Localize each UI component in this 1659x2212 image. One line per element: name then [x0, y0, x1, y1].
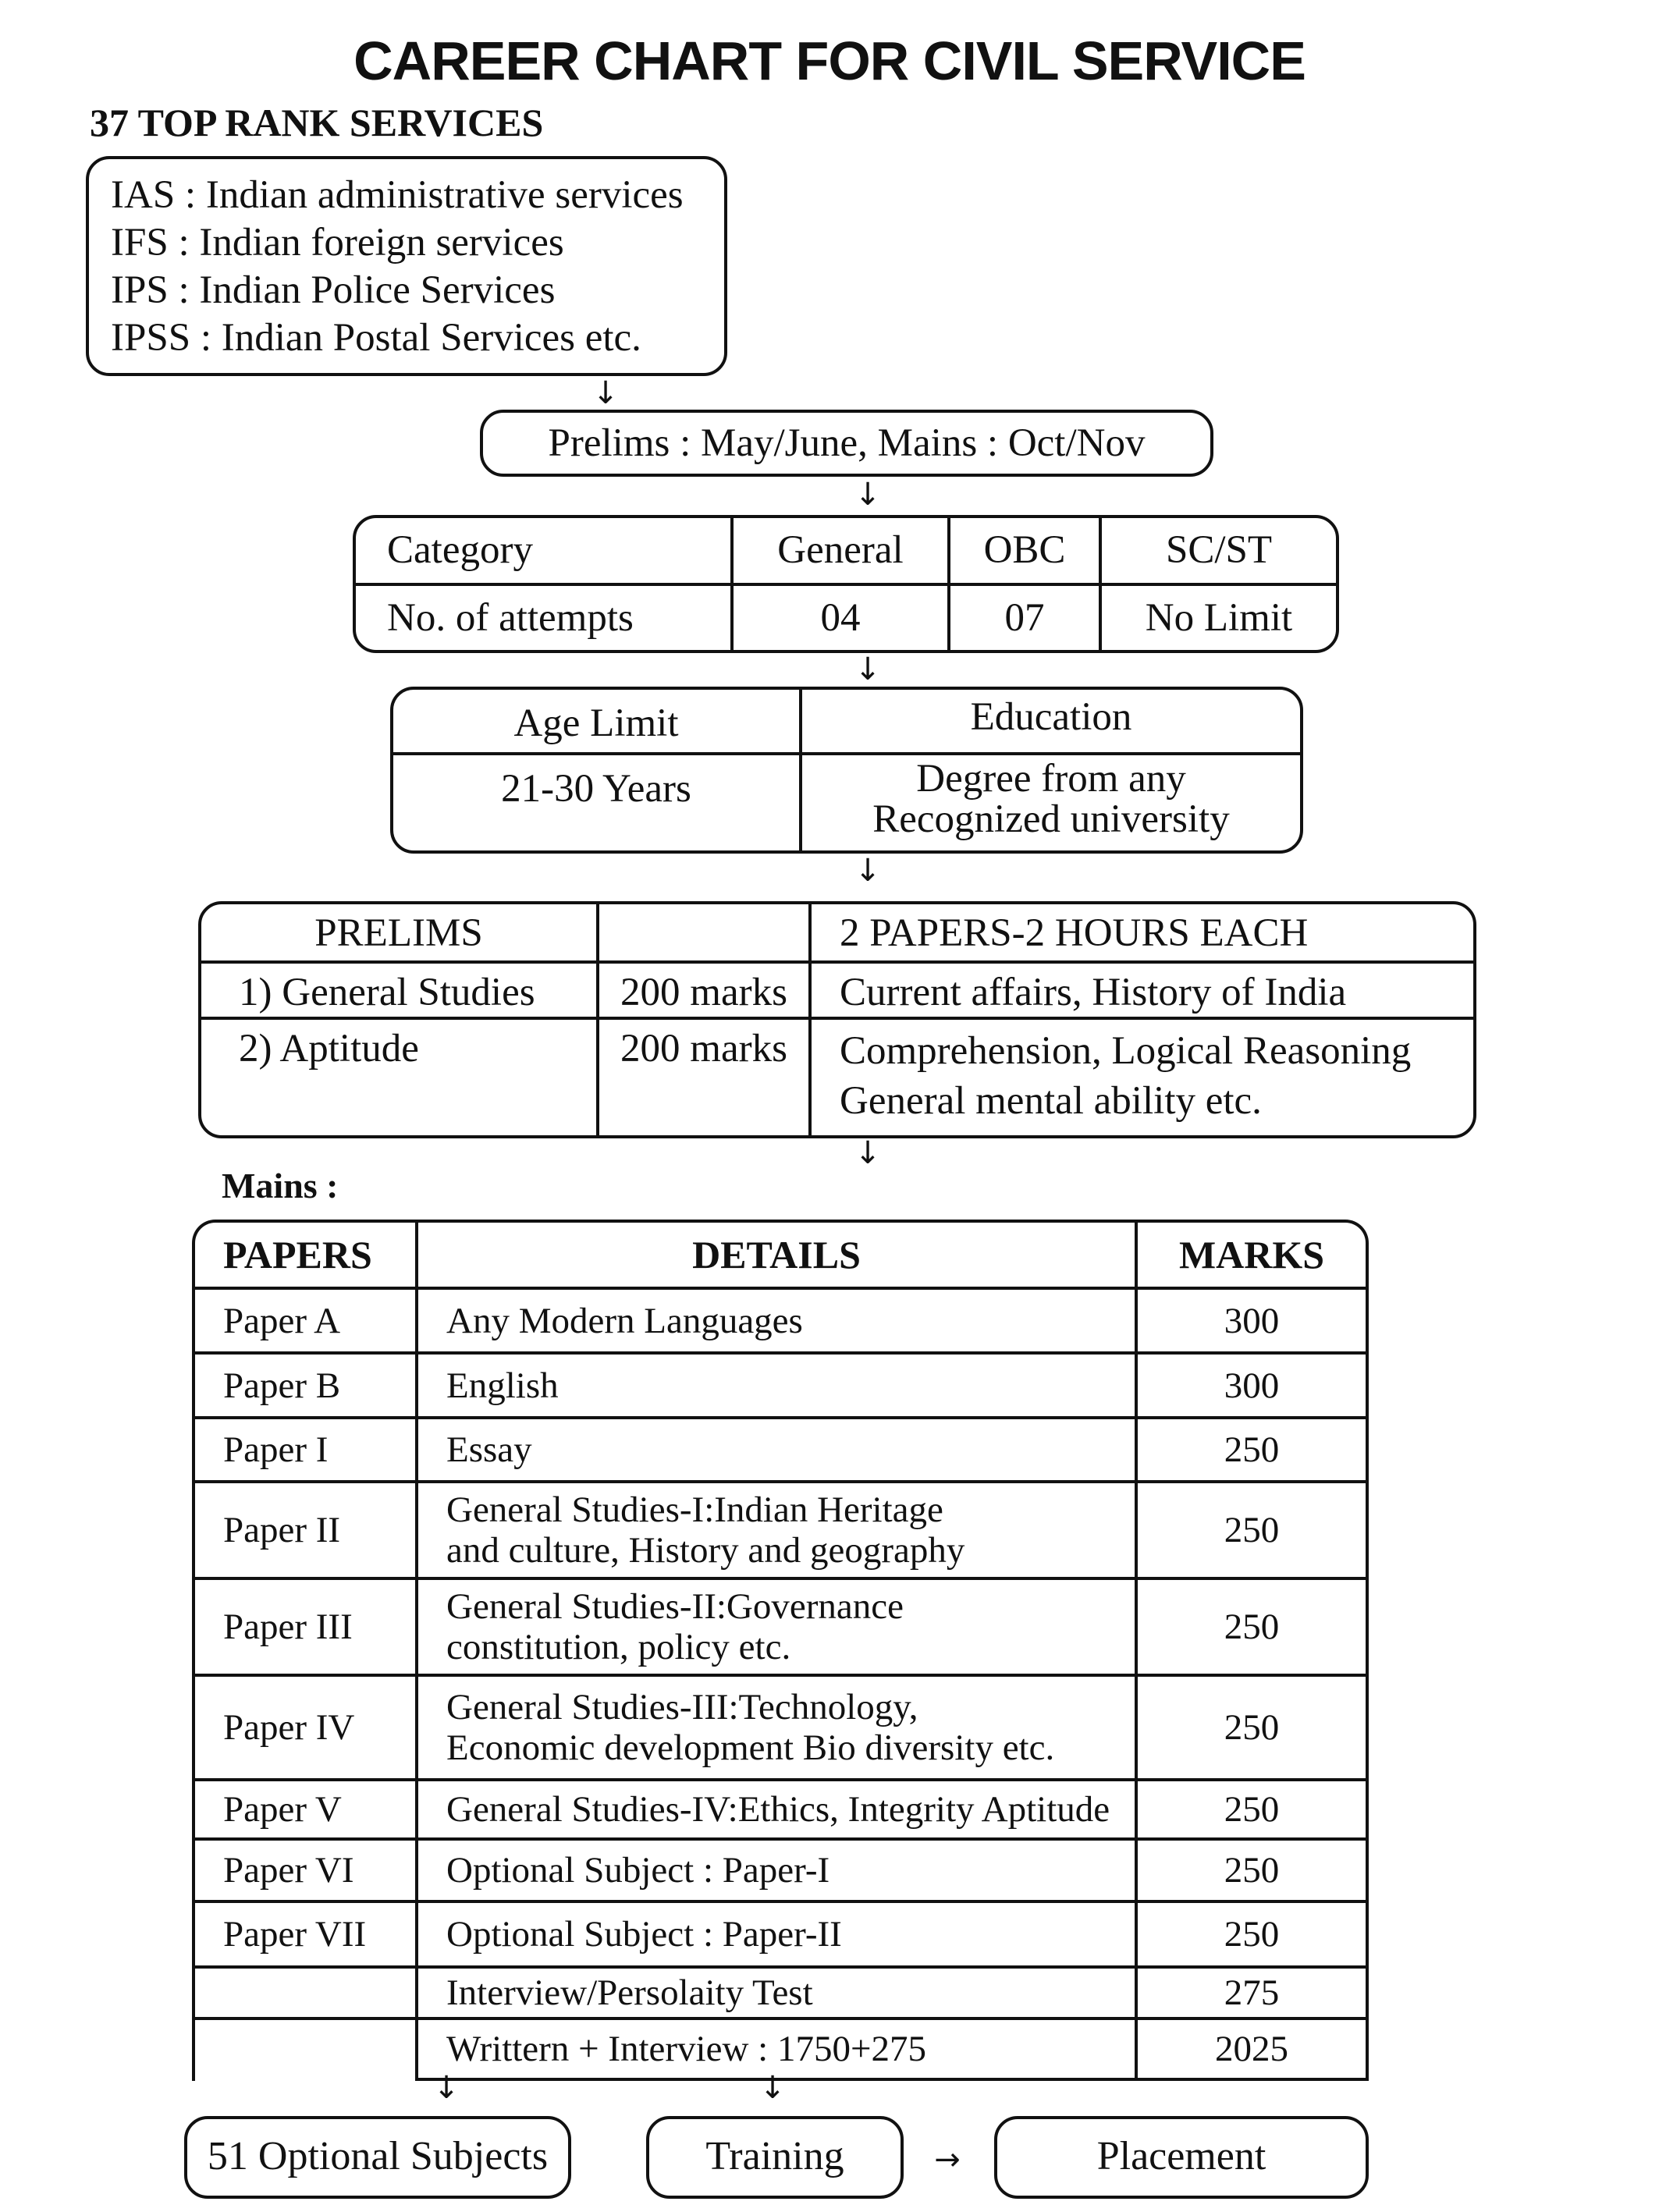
- service-item: IPSS : Indian Postal Services etc.: [111, 316, 641, 360]
- prelims-table: [198, 901, 1476, 1138]
- mains-details-line: General Studies-II:Governance: [446, 1586, 904, 1627]
- mains-total-details: Writtern + Interview : 1750+275: [417, 2018, 1136, 2079]
- services-heading: 37 TOP RANK SERVICES: [90, 101, 544, 144]
- mains-paper: Paper I: [195, 1418, 417, 1482]
- mains-paper: Paper III: [195, 1578, 417, 1675]
- mains-paper: Paper VI: [195, 1839, 417, 1901]
- mains-details-line: General Studies-III:Technology,: [446, 1687, 918, 1727]
- mains-marks: 250: [1136, 1482, 1366, 1578]
- mains-details: [417, 1578, 1136, 1675]
- service-item: IFS : Indian foreign services: [111, 221, 564, 265]
- placement-label: Placement: [1096, 2134, 1266, 2178]
- mains-paper: Paper IV: [195, 1675, 417, 1780]
- mains-details: Optional Subject : Paper-II: [417, 1901, 1136, 1967]
- mains-paper: [195, 1967, 417, 2018]
- mains-details: [417, 1482, 1136, 1578]
- training-label: Training: [705, 2134, 844, 2178]
- age-limit-value: 21-30 Years: [393, 754, 801, 850]
- prelims-topics: Current affairs, History of India: [810, 962, 1473, 1018]
- mains-marks: 300: [1136, 1288, 1366, 1353]
- mains-paper: Paper B: [195, 1353, 417, 1418]
- down-arrow-icon: ↓: [433, 2070, 460, 2106]
- training-box: [646, 2116, 904, 2199]
- exam-schedule-box: [480, 410, 1213, 477]
- attempts-value: 04: [732, 584, 949, 651]
- service-item: IPS : Indian Police Services: [111, 268, 556, 312]
- attempts-table: [353, 515, 1339, 653]
- prelims-topics-line: Comprehension, Logical Reasoning: [840, 1029, 1412, 1073]
- mains-marks: 250: [1136, 1578, 1366, 1675]
- mains-details: Any Modern Languages: [417, 1288, 1136, 1353]
- right-arrow-icon: →: [934, 2142, 961, 2178]
- prelims-marks: 200 marks: [598, 1018, 810, 1135]
- education-value-line: Degree from any: [916, 757, 1186, 801]
- down-arrow-icon: ↓: [854, 1135, 881, 1171]
- down-arrow-icon: ↓: [854, 477, 881, 513]
- mains-details: English: [417, 1353, 1136, 1418]
- mains-paper: Paper VII: [195, 1901, 417, 1967]
- mains-marks: 250: [1136, 1418, 1366, 1482]
- education-value-line: Recognized university: [872, 797, 1230, 841]
- down-arrow-icon: ↓: [854, 853, 881, 889]
- mains-marks: 250: [1136, 1901, 1366, 1967]
- mains-label: Mains :: [222, 1166, 339, 1205]
- mains-details: [417, 1675, 1136, 1780]
- education-label: Education: [801, 690, 1300, 754]
- mains-header-cell: PAPERS: [195, 1223, 417, 1288]
- age-limit-label: Age Limit: [393, 690, 801, 754]
- mains-details: Optional Subject : Paper-I: [417, 1839, 1136, 1901]
- mains-header-cell: MARKS: [1136, 1223, 1366, 1288]
- attempts-value: 07: [949, 584, 1100, 651]
- mains-paper: Paper A: [195, 1288, 417, 1353]
- prelims-header-cell: 2 PAPERS-2 HOURS EACH: [810, 904, 1473, 962]
- service-item: IAS : Indian administrative services: [111, 173, 684, 217]
- mains-marks: 275: [1136, 1967, 1366, 2018]
- prelims-header-cell: PRELIMS: [201, 904, 598, 962]
- mains-marks: 250: [1136, 1839, 1366, 1901]
- mains-details: General Studies-IV:Ethics, Integrity Aptitude: [417, 1780, 1136, 1839]
- mains-details: Essay: [417, 1418, 1136, 1482]
- attempts-header-cell: OBC: [949, 518, 1100, 584]
- page-title: CAREER CHART FOR CIVIL SERVICE: [353, 30, 1306, 91]
- eligibility-table: [390, 687, 1303, 854]
- mains-total-marks: 2025: [1136, 2018, 1366, 2079]
- mains-marks: 300: [1136, 1353, 1366, 1418]
- mains-details: Interview/Persolaity Test: [417, 1967, 1136, 2018]
- attempts-value: No Limit: [1100, 584, 1336, 651]
- prelims-paper: 2) Aptitude: [201, 1018, 598, 1135]
- optional-subjects-label: 51 Optional Subjects: [207, 2134, 549, 2178]
- attempts-header-cell: SC/ST: [1100, 518, 1336, 584]
- mains-details-line: and culture, History and geography: [446, 1530, 965, 1571]
- placement-box: [994, 2116, 1369, 2199]
- mains-details-line: constitution, policy etc.: [446, 1627, 791, 1667]
- attempts-header-cell: General: [732, 518, 949, 584]
- mains-paper: Paper II: [195, 1482, 417, 1578]
- down-arrow-icon: ↓: [759, 2070, 786, 2106]
- services-box: [86, 156, 727, 376]
- optional-subjects-box: [184, 2116, 571, 2199]
- prelims-topics-line: General mental ability etc.: [840, 1079, 1262, 1123]
- mains-details-line: Economic development Bio diversity etc.: [446, 1727, 1055, 1768]
- down-arrow-icon: ↓: [592, 375, 619, 411]
- mains-header-cell: DETAILS: [417, 1223, 1136, 1288]
- prelims-header-cell: [598, 904, 810, 962]
- mains-paper: Paper V: [195, 1780, 417, 1839]
- attempts-header-cell: Category: [356, 518, 732, 584]
- mains-table: [192, 1220, 1369, 2081]
- mains-marks: 250: [1136, 1675, 1366, 1780]
- attempts-row-label: No. of attempts: [356, 584, 732, 651]
- down-arrow-icon: ↓: [854, 652, 881, 687]
- mains-details-line: General Studies-I:Indian Heritage: [446, 1489, 943, 1530]
- mains-paper: [195, 2018, 417, 2079]
- prelims-marks: 200 marks: [598, 962, 810, 1018]
- exam-schedule-text: Prelims : May/June, Mains : Oct/Nov: [548, 421, 1146, 465]
- education-value: [801, 754, 1300, 850]
- prelims-topics: [810, 1018, 1473, 1135]
- prelims-paper: 1) General Studies: [201, 962, 598, 1018]
- mains-marks: 250: [1136, 1780, 1366, 1839]
